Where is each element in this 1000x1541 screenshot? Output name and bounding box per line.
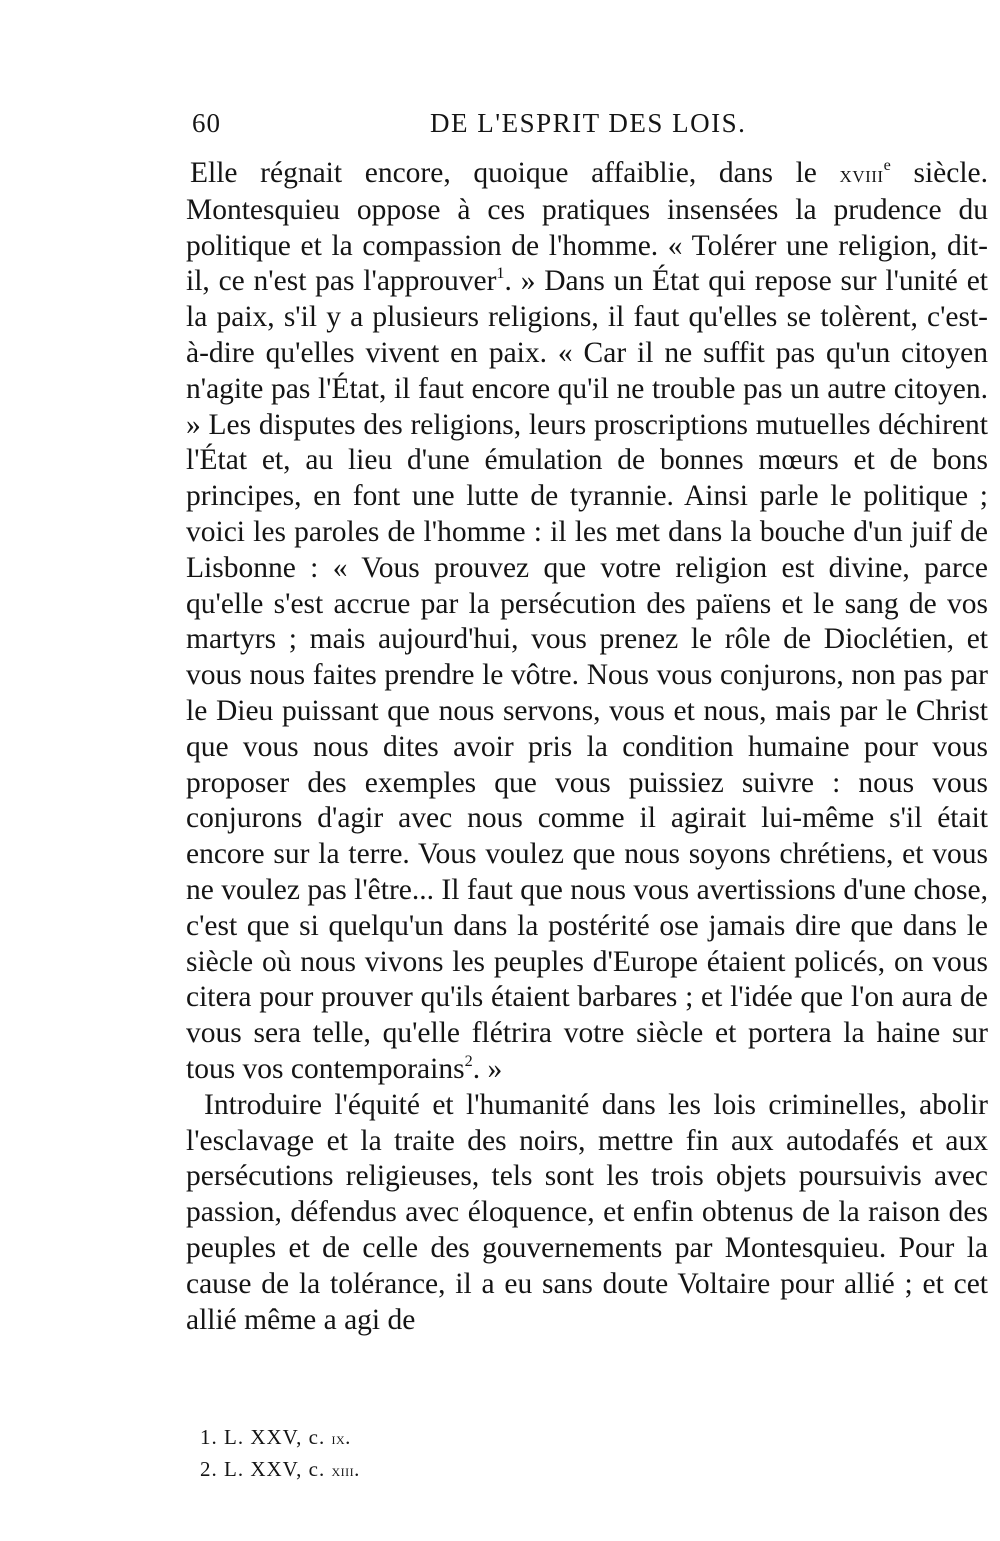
- footnote-number: 1.: [200, 1425, 218, 1449]
- footnote-number: 2.: [200, 1457, 218, 1481]
- paragraph-text: Elle régnait encore, quoique affaiblie, dans le: [190, 157, 840, 189]
- body-text: [186, 156, 988, 1338]
- running-head: [192, 108, 988, 148]
- footnote: [200, 1422, 900, 1454]
- footnotes: [200, 1422, 900, 1486]
- footnote-text: L. XXV, c.: [224, 1457, 332, 1481]
- footnote-chapter: ix: [331, 1429, 346, 1448]
- paragraph-text: siècle. Montesquieu oppose à ces pratiques insensées la prudence du politique et la compassion de l'homme. « Tolérer une religion, dit-il, ce n'est pas l'approuver: [186, 157, 988, 298]
- footnote-end: .: [345, 1425, 352, 1449]
- footnote-end: .: [354, 1457, 361, 1481]
- footnote-chapter: xiii: [331, 1461, 355, 1480]
- footnote-text: L. XXV, c.: [224, 1425, 332, 1449]
- footnote: [200, 1454, 900, 1486]
- paragraph-text: . »: [472, 1052, 503, 1085]
- paragraph: [186, 156, 988, 1088]
- footnote-ref: 1: [496, 264, 505, 283]
- footnote-ref: 2: [464, 1051, 473, 1070]
- paragraph-text: . » Dans un État qui repose sur l'unité et la paix, s'il y a plusieurs religions, il faut qu'elles se tolèrent, c'est-à-dire qu'elles vivent en paix. « Car il ne suffit pas qu'un citoyen n'agite pas l'État, il faut encore qu'il ne trouble pas un autre citoyen. » Les disputes des religions, leurs proscriptions mutuelles déchirent l'État et, au lieu d'une émulation de bonnes mœurs et de bons principes, en font une lutte de tyrannie. Ainsi parle le politique ; voici les paroles de l'homme : il les met dans la bouche d'un juif de Lisbonne : « Vous prouvez que votre religion est divine, parce qu'elle s'est accrue par la persécution des païens et le sang de vos martyrs ; mais aujourd'hui, vous prenez le rôle de Dioclétien, et vous nous faites prendre le vôtre. Nous vous conjurons, non pas par le Dieu puissant que nous servons, vous et nous, mais par le Christ que vous nous dites avoir pris la condition humaine pour vous proposer des exemples que vous puissiez suivre : nous vous conjurons d'agir avec nous comme il agirait lui-même s'il était encore sur la terre. Vous voulez que nous soyons chrétiens, et vous ne voulez pas l'être... Il faut que nous vous avertissions d'une chose, c'est que si quelqu'un dans la postérité ose jamais dire que dans le siècle où nous vivons les peuples d'Europe étaient policés, on vous citera pour prouver qu'ils étaient barbares ; et l'idée que l'on aura de vous sera telle, qu'elle flétrira votre siècle et portera la haine sur tous vos contemporains: [186, 265, 988, 1085]
- page-number: 60: [192, 108, 221, 138]
- paragraph: Introduire l'équité et l'humanité dans les lois criminelles, abolir l'esclavage et la traite des noirs, mettre fin aux autodafés et aux persécutions religieuses, tels sont les trois objets poursuivis avec passion, défendus avec éloquence, et enfin obtenus de la raison des peuples et de celle des gouvernements par Montesquieu. Pour la cause de la tolérance, il a eu sans doute Voltaire pour allié ; et cet allié même a agi de: [186, 1088, 988, 1336]
- century-suffix: e: [883, 155, 891, 174]
- century-numeral: xviii: [839, 161, 884, 188]
- running-title: DE L'ESPRIT DES LOIS.: [430, 108, 747, 138]
